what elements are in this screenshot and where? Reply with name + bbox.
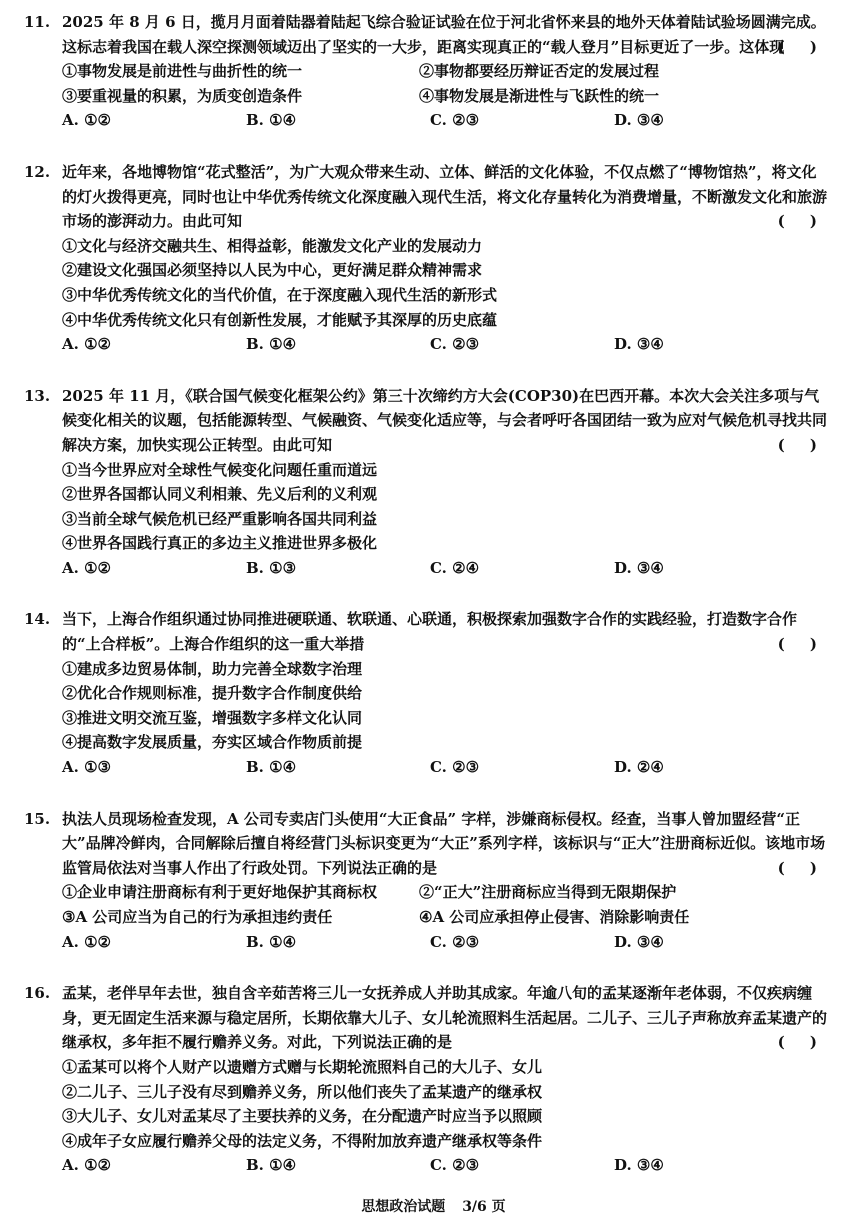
statement-2: ②世界各国都认同义利相兼、先义后利的义利观 (62, 485, 378, 504)
question-text: 执法人员现场检查发现，A 公司专卖店门头使用“大正食品” 字样，涉嫌商标侵权。经查，当事人曾加盟经营“正大”品牌冷鲜肉，合同解除后擅自将经营门头标识变更为“大正”系列字样，该标识与“正大”注册商标近似。该地市场监管局依法对当事人作出了行政处罚。下列说法正确的是 (62, 809, 826, 877)
answer-bracket: ( ) (777, 858, 827, 877)
statement-2: ②事物都要经历辩证否定的发展过程 (419, 62, 660, 81)
page-footer (0, 1196, 867, 1216)
statement-4: ④成年子女应履行赡养父母的法定义务，不得附加放弃遗产继承权等条件 (62, 1131, 543, 1150)
statement-2: ②优化合作规则标准，提升数字合作制度供给 (62, 684, 363, 703)
statement-list (62, 1055, 827, 1153)
question-number: 15. (24, 809, 51, 828)
choice-a: A. ①② (62, 558, 111, 577)
statement-1: ①建成多边贸易体制，助力完善全球数字治理 (62, 659, 363, 678)
question-number: 16. (24, 984, 51, 1003)
statement-2: ②二儿子、三儿子没有尽到赡养义务，所以他们丧失了孟某遗产的继承权 (62, 1082, 543, 1101)
answer-bracket: ( ) (777, 212, 827, 231)
choice-c: C. ②③ (430, 111, 480, 130)
statement-3: ③要重视量的积累，为质变创造条件 (62, 86, 303, 105)
choice-a: A. ①② (62, 1156, 111, 1175)
statement-2: ②“正大”注册商标应当得到无限期保护 (419, 883, 677, 902)
question-13 (24, 384, 828, 581)
answer-bracket: ( ) (777, 435, 827, 454)
statement-list (62, 880, 827, 929)
question-number: 14. (24, 610, 51, 629)
question-16 (24, 981, 828, 1178)
question-text: 孟某，老伴早年去世，独自含辛茹苦将三儿一女抚养成人并助其成家。年逾八旬的孟某逐渐年老体弱，不仅疾病缠身，更无固定生活来源与稳定居所，长期依靠大儿子、女儿轮流照料生活起居。二儿子、三儿子声称放弃孟某遗产的继承权，多年拒不履行赡养义务。对此，下列说法正确的是 (62, 984, 828, 1052)
question-stem (24, 10, 827, 59)
answer-bracket: ( ) (777, 1033, 827, 1052)
choice-d: D. ②④ (614, 758, 664, 777)
answer-bracket: ( ) (777, 635, 827, 654)
statement-list (62, 458, 827, 556)
question-number: 13. (24, 386, 51, 405)
statement-4: ④中华优秀传统文化只有创新性发展，才能赋予其深厚的历史底蕴 (62, 310, 498, 329)
statement-1: ①当今世界应对全球性气候变化问题任重而道远 (62, 460, 378, 479)
answer-choices (62, 755, 827, 780)
choice-a: A. ①② (62, 932, 111, 951)
choice-c: C. ②③ (430, 932, 480, 951)
choice-c: C. ②③ (430, 335, 480, 354)
statement-4: ④提高数字发展质量，夯实区域合作物质前提 (62, 733, 363, 752)
statement-3: ③中华优秀传统文化的当代价值，在于深度融入现代生活的新形式 (62, 285, 498, 304)
statement-1: ①事物发展是前进性与曲折性的统一 (62, 62, 303, 81)
answer-choices (62, 108, 827, 133)
answer-choices (62, 556, 827, 581)
choice-c: C. ②③ (430, 1156, 480, 1175)
statement-list (62, 59, 827, 108)
question-14 (24, 607, 827, 779)
question-text: 2025 年 11 月，《联合国气候变化框架公约》第三十次缔约方大会(COP30)在巴西开幕。本次大会关注多项与气候变化相关的议题，包括能源转型、气候融资、气候变化适应等，与会者呼吁各国团结一致为应对气候危机寻找共同解决方案，加快实现公正转型。由此可知 (62, 386, 828, 454)
question-11 (24, 10, 827, 133)
choice-b: B. ①③ (246, 558, 297, 577)
choice-d: D. ③④ (614, 335, 664, 354)
choice-a: A. ①② (62, 111, 111, 130)
answer-choices (62, 332, 827, 357)
statement-1: ①企业申请注册商标有利于更好地保护其商标权 (62, 883, 378, 902)
choice-d: D. ③④ (614, 111, 664, 130)
choice-c: C. ②③ (430, 758, 480, 777)
question-text: 2025 年 8 月 6 日，揽月月面着陆器着陆起飞综合验证试验在位于河北省怀来县的地外天体着陆试验场圆满完成。这标志着我国在载人深空探测领域迈出了坚实的一大步，距离实现真正的“载人登月”目标更近了一步。这体现 (62, 13, 826, 56)
choice-d: D. ③④ (614, 558, 664, 577)
question-number: 11. (24, 13, 51, 31)
statement-2: ②建设文化强国必须坚持以人民为中心，更好满足群众精神需求 (62, 261, 483, 280)
statement-4: ④A 公司应承担停止侵害、消除影响责任 (419, 908, 690, 926)
question-stem (24, 981, 828, 1055)
statement-4: ④事物发展是渐进性与飞跃性的统一 (419, 86, 660, 105)
choice-a: A. ①③ (62, 758, 111, 777)
question-number: 12. (24, 162, 51, 181)
answer-choices (62, 930, 827, 955)
choice-b: B. ①④ (246, 758, 297, 777)
choice-b: B. ①④ (246, 1156, 297, 1175)
statement-list (62, 234, 827, 332)
question-stem (24, 607, 827, 656)
question-text: 当下，上海合作组织通过协同推进硬联通、软联通、心联通，积极探索加强数字合作的实践经验，打造数字合作的“上合样板”。上海合作组织的这一重大举措 (62, 610, 798, 654)
statement-1: ①文化与经济交融共生、相得益彰，能激发文化产业的发展动力 (62, 236, 483, 255)
statement-3: ③大儿子、女儿对孟某尽了主要扶养的义务，在分配遗产时应当予以照顾 (62, 1107, 543, 1126)
statement-1: ①孟某可以将个人财产以遗赠方式赠与长期轮流照料自己的大儿子、女儿 (62, 1057, 543, 1076)
choice-b: B. ①④ (246, 111, 297, 130)
question-stem (24, 160, 828, 234)
choice-d: D. ③④ (614, 1156, 664, 1175)
choice-c: C. ②④ (430, 558, 480, 577)
answer-bracket: ( ) (777, 37, 827, 56)
page-number: 3/6 页 (462, 1199, 506, 1215)
statement-list (62, 657, 827, 755)
choice-b: B. ①④ (246, 932, 297, 951)
question-12 (24, 160, 828, 357)
statement-4: ④世界各国践行真正的多边主义推进世界多极化 (62, 534, 378, 553)
question-stem (24, 807, 827, 881)
choice-b: B. ①④ (246, 335, 297, 354)
statement-3: ③A 公司应当为自己的行为承担违约责任 (62, 908, 333, 926)
choice-a: A. ①② (62, 335, 111, 354)
exam-subject: 思想政治试题 (361, 1199, 446, 1215)
question-stem (24, 384, 828, 458)
question-15 (24, 807, 827, 955)
statement-3: ③当前全球气候危机已经严重影响各国共同利益 (62, 509, 378, 528)
statement-3: ③推进文明交流互鉴，增强数字多样文化认同 (62, 708, 363, 727)
question-text: 近年来，各地博物馆“花式整活”，为广大观众带来生动、立体、鲜活的文化体验，不仅点燃了“博物馆热”，将文化的灯火拨得更亮，同时也让中华优秀传统文化深度融入现代生活，将文化存量转化为消费增量，不断激发文化和旅游市场的澎湃动力。由此可知 (62, 162, 828, 231)
choice-d: D. ③④ (614, 932, 664, 951)
answer-choices (62, 1153, 827, 1178)
